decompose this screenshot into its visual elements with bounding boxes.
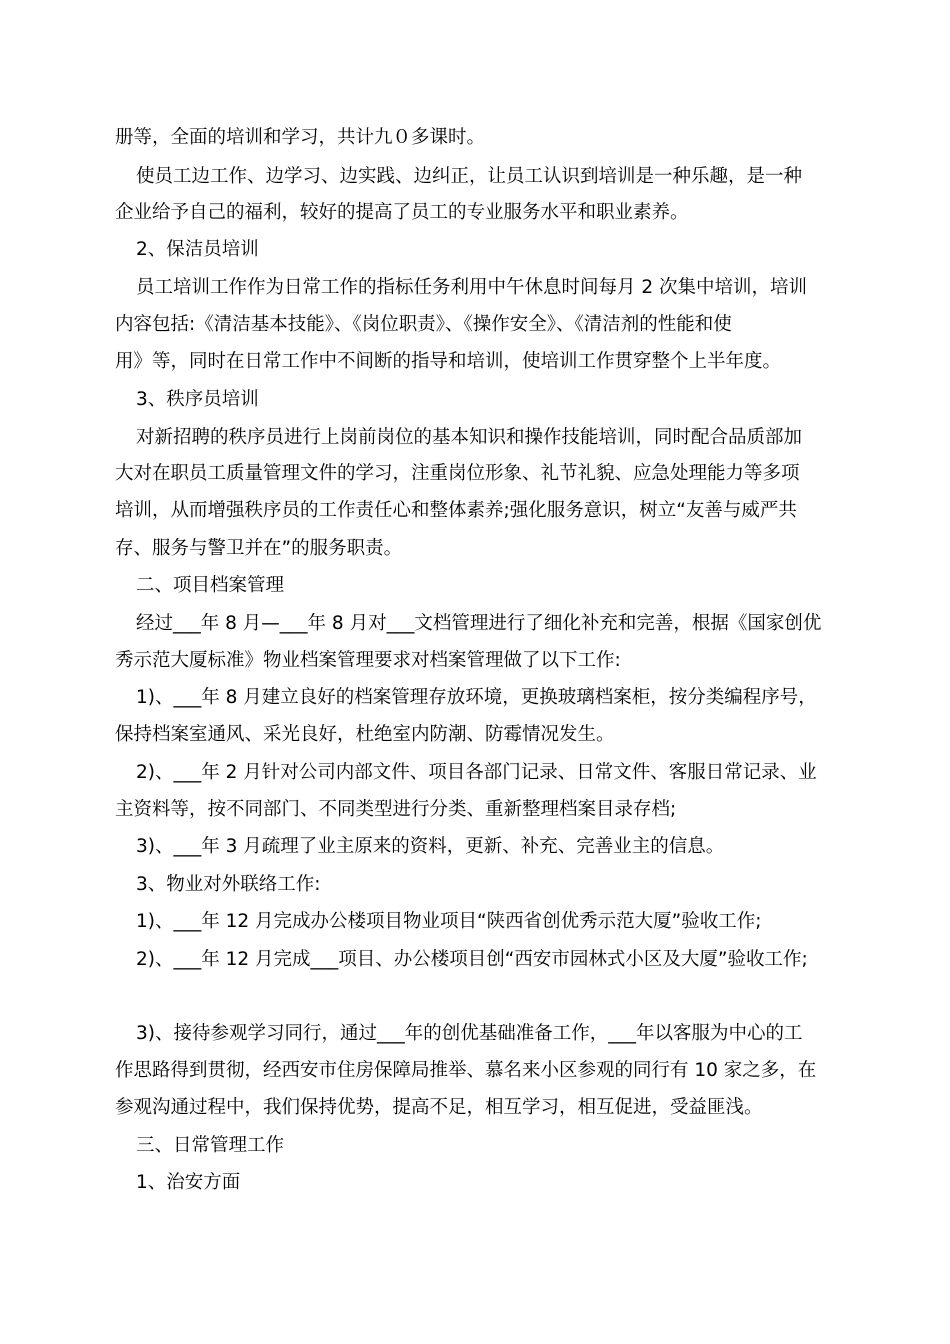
paragraph-line: 参观沟通过程中，我们保持优势，提高不足，相互学习，相互促进，受益匪浅。	[115, 1097, 763, 1118]
paragraph-line: 主资料等，按不同部门、不同类型进行分类、重新整理档案目录存档;	[115, 799, 677, 820]
list-item: 3)、___年 3 月疏理了业主原来的资料，更新、补充、完善业主的信息。	[136, 836, 725, 857]
paragraph-line: 使员工边工作、边学习、边实践、边纠正，让员工认识到培训是一种乐趣，是一种	[136, 166, 803, 187]
paragraph-line: 保持档案室通风、采光良好，杜绝室内防潮、防霉情况发生。	[115, 724, 615, 745]
list-item: 1)、___年 8 月建立良好的档案管理存放环境，更换玻璃档案柜，按分类编程序号，	[136, 687, 817, 708]
paragraph-line: 用》等，同时在日常工作中不间断的指导和培训，使培训工作贯穿整个上半年度。	[115, 351, 782, 372]
paragraph-line: 对新招聘的秩序员进行上岗前岗位的基本知识和操作技能培训，同时配合品质部加	[136, 427, 803, 448]
section-heading: 3、物业对外联络工作:	[136, 874, 321, 895]
list-item: 3)、接待参观学习同行，通过___年的创优基础准备工作，___年以客服为中心的工	[136, 1023, 803, 1044]
section-heading: 3、秩序员培训	[136, 389, 259, 410]
section-heading: 1、治安方面	[136, 1172, 241, 1193]
paragraph-line: 经过___年 8 月—___年 8 月对___文档管理进行了细化补充和完善，根据《国家创优	[136, 613, 822, 634]
list-item: 2)、___年 12 月完成___项目、办公楼项目创“西安市园林式小区及大厦”验收工作;	[136, 949, 808, 970]
paragraph-line: 培训，从而增强秩序员的工作责任心和整体素养;强化服务意识，树立“友善与威严共	[115, 500, 797, 521]
section-heading: 2、保洁员培训	[136, 239, 259, 260]
paragraph-line: 册等，全面的培训和学习，共计九０多课时。	[115, 127, 486, 148]
section-heading: 三、日常管理工作	[136, 1135, 285, 1156]
paragraph-line: 企业给予自己的福利，较好的提高了员工的专业服务水平和职业素养。	[115, 202, 689, 223]
paragraph-line: 存、服务与警卫并在”的服务职责。	[115, 538, 403, 559]
paragraph-line: 秀示范大厦标准》物业档案管理要求对档案管理做了以下工作:	[115, 650, 621, 671]
paragraph-line: 作思路得到贯彻，经西安市住房保障局推举、慕名来小区参观的同行有 10 家之多，在	[115, 1060, 817, 1081]
paragraph-line: 员工培训工作作为日常工作的指标任务利用中午休息时间每月 2 次集中培训，培训	[136, 277, 808, 298]
paragraph-line: 大对在职员工质量管理文件的学习，注重岗位形象、礼节礼貌、应急处理能力等多项	[115, 463, 800, 484]
list-item: 2)、___年 2 月针对公司内部文件、项目各部门记录、日常文件、客服日常记录、业	[136, 762, 817, 783]
paragraph-line: 内容包括:《清洁基本技能》、《岗位职责》、《操作安全》、《清洁剂的性能和使	[115, 314, 732, 335]
section-heading: 二、项目档案管理	[136, 575, 285, 596]
list-item: 1)、___年 12 月完成办公楼项目物业项目“陕西省创优秀示范大厦”验收工作;	[136, 911, 762, 932]
